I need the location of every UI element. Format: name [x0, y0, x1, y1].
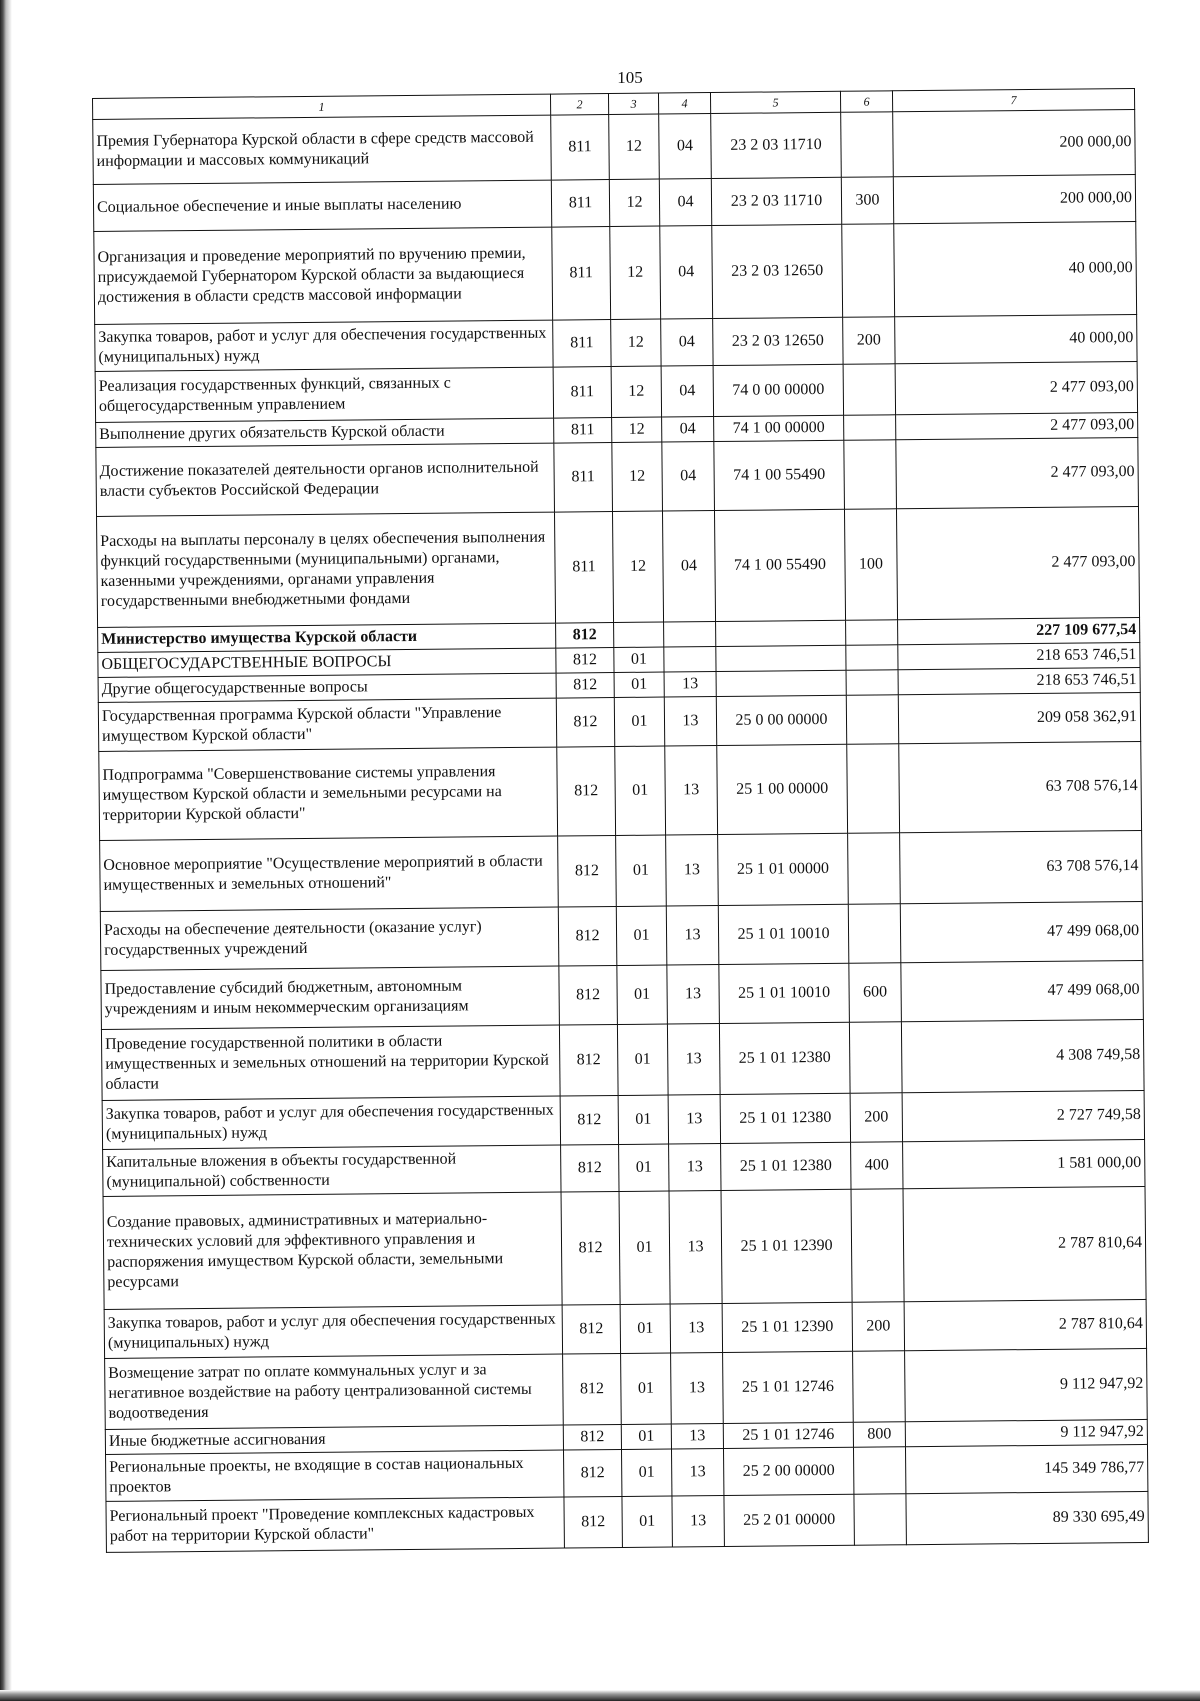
row-col-2: 812: [556, 623, 614, 649]
row-col-3: 12: [610, 226, 661, 319]
row-col-5: 23 2 03 11710: [711, 112, 842, 178]
row-col-5: 25 1 01 12380: [719, 1022, 850, 1094]
budget-table: [92, 88, 1149, 1553]
row-name: Достижение показателей деятельности органов исполнительной власти субъектов Российской Федерации: [96, 443, 555, 516]
column-header-4: 4: [658, 93, 710, 114]
row-col-3: 12: [609, 114, 660, 179]
row-amount: 1 581 000,00: [903, 1139, 1145, 1188]
table-row: [97, 506, 1140, 627]
table-row: [94, 221, 1137, 324]
row-col-4: 04: [661, 366, 713, 417]
row-col-6: 200: [843, 317, 895, 364]
row-name: Региональный проект "Проведение комплексных кадастровых работ на территории Курской области": [106, 1497, 564, 1552]
row-name: Министерство имущества Курской области: [98, 623, 556, 652]
table-row: [105, 1348, 1148, 1429]
row-col-2: 812: [560, 1095, 618, 1145]
table-row: [101, 960, 1144, 1029]
row-col-2: 811: [554, 418, 612, 444]
row-col-4: 13: [664, 697, 716, 746]
row-col-3: 01: [621, 1353, 672, 1424]
row-col-4: 13: [665, 746, 718, 835]
row-col-3: 01: [616, 906, 667, 965]
row-amount: 9 112 947,92: [905, 1348, 1148, 1421]
row-col-3: 01: [617, 965, 668, 1024]
row-col-6: [848, 904, 901, 963]
row-col-5: 74 1 00 55490: [714, 509, 845, 621]
row-col-5: [716, 620, 846, 646]
row-col-6: [853, 1447, 905, 1494]
row-col-3: 01: [621, 1449, 671, 1496]
row-col-3: 01: [619, 1191, 670, 1304]
row-name: Проведение государственной политики в области имущественных и земельных отношений на территории Курской области: [101, 1025, 560, 1100]
row-col-2: 812: [559, 966, 618, 1026]
row-name: Премия Губернатора Курской области в сфере средств массовой информации и массовых коммуникаций: [93, 115, 552, 184]
row-col-5: 25 1 01 12380: [720, 1093, 850, 1143]
row-col-3: 12: [611, 319, 661, 366]
row-col-4: 04: [662, 442, 715, 511]
row-amount: 9 112 947,92: [905, 1419, 1147, 1446]
row-col-3: 12: [612, 511, 663, 622]
row-col-2: 811: [551, 180, 609, 228]
row-name: Иные бюджетные ассигнования: [105, 1425, 563, 1454]
row-col-4: 13: [667, 965, 720, 1024]
row-col-4: 04: [661, 319, 713, 366]
row-col-6: [848, 833, 901, 904]
row-col-4: [664, 622, 716, 647]
row-col-6: [854, 1494, 906, 1545]
row-col-4: 04: [659, 114, 712, 179]
column-header-5: 5: [710, 91, 840, 113]
row-col-3: 12: [612, 417, 662, 442]
row-col-5: 25 1 01 12390: [722, 1302, 852, 1352]
row-col-5: 74 1 00 55490: [714, 440, 845, 510]
row-col-2: 811: [553, 320, 611, 368]
row-col-4: 13: [666, 835, 719, 906]
row-col-3: 01: [618, 1095, 668, 1144]
row-name: Региональные проекты, не входящие в состав национальных проектов: [106, 1450, 564, 1501]
row-amount: 89 330 695,49: [906, 1491, 1148, 1544]
row-name: Предоставление субсидий бюджетным, автономным учреждениям и иным некоммерческим организациям: [101, 966, 560, 1029]
row-col-6: 200: [852, 1302, 904, 1351]
row-col-2: 811: [553, 367, 611, 419]
scan-edge-left: [0, 0, 12, 1701]
column-header-1: 1: [93, 94, 551, 119]
row-col-5: 25 1 01 12746: [723, 1351, 854, 1423]
row-col-4: 13: [664, 672, 716, 697]
row-col-4: 04: [662, 417, 714, 442]
row-name: Государственная программа Курской области "Управление имуществом Курской области": [98, 698, 556, 751]
row-col-4: 13: [672, 1495, 724, 1546]
row-name: ОБЩЕГОСУДАРСТВЕННЫЕ ВОПРОСЫ: [98, 648, 556, 677]
row-amount: 40 000,00: [894, 221, 1137, 316]
row-name: Реализация государственных функций, связанных с общегосударственным управлением: [95, 367, 553, 422]
row-col-5: 25 2 01 00000: [724, 1494, 854, 1546]
row-col-6: [844, 415, 896, 440]
row-col-4: 13: [671, 1449, 723, 1496]
row-name: Другие общегосударственные вопросы: [98, 673, 556, 702]
row-amount: 227 109 677,54: [898, 617, 1140, 644]
row-col-2: 811: [551, 115, 610, 181]
row-col-3: 01: [615, 746, 666, 835]
row-col-5: 23 2 03 12650: [713, 317, 843, 365]
row-name: Закупка товаров, работ и услуг для обеспечения государственных (муниципальных) нужд: [102, 1096, 560, 1149]
row-col-4: 13: [667, 1024, 720, 1095]
row-col-2: 812: [564, 1496, 622, 1548]
row-col-6: 100: [844, 509, 897, 620]
row-amount: 2 477 093,00: [896, 412, 1138, 439]
row-amount: 200 000,00: [893, 174, 1135, 223]
table-row: [100, 830, 1143, 911]
row-col-3: 01: [622, 1496, 672, 1547]
row-col-6: [846, 620, 898, 645]
row-col-5: [716, 670, 846, 696]
budget-table-body: [93, 88, 1149, 1552]
row-col-3: 01: [617, 1024, 668, 1095]
row-amount: 218 653 746,51: [898, 667, 1140, 694]
row-amount: 40 000,00: [895, 314, 1137, 363]
row-col-5: 25 1 00 00000: [717, 744, 848, 834]
row-col-3: 01: [614, 672, 664, 697]
row-col-6: [847, 744, 900, 833]
row-col-6: [841, 112, 894, 177]
row-col-4: 04: [660, 226, 713, 319]
column-header-7: 7: [892, 88, 1134, 111]
row-amount: 2 787 810,64: [903, 1186, 1146, 1301]
row-name: Социальное обеспечение и иные выплаты населению: [93, 180, 551, 231]
row-col-2: 812: [562, 1304, 620, 1354]
row-name: Расходы на выплаты персоналу в целях обеспечения выполнения функций государственными (муниципальными) органами, казенными учреждениями, органами управления государственными внебюджетными фондами: [97, 512, 556, 627]
row-amount: 200 000,00: [893, 109, 1136, 176]
row-col-2: 811: [554, 443, 613, 513]
row-col-6: [849, 1022, 902, 1093]
row-col-3: 01: [614, 697, 664, 746]
row-col-4: [664, 647, 716, 672]
row-col-2: 811: [554, 512, 613, 624]
row-col-6: 600: [849, 963, 902, 1022]
row-col-6: [844, 440, 897, 509]
row-col-5: 25 1 01 12380: [721, 1142, 851, 1190]
row-col-6: [842, 224, 895, 317]
row-col-5: 23 2 03 12650: [712, 224, 843, 318]
row-col-4: 13: [668, 1095, 720, 1144]
row-col-2: 812: [561, 1191, 620, 1305]
row-col-2: 812: [556, 673, 614, 699]
row-col-2: 812: [563, 1424, 621, 1450]
row-col-3: 01: [619, 1144, 669, 1191]
page-number: 105: [617, 68, 643, 87]
row-name: Расходы на обеспечение деятельности (оказание услуг) государственных учреждений: [100, 907, 559, 970]
row-col-2: 812: [561, 1144, 619, 1192]
row-amount: 47 499 068,00: [900, 901, 1143, 962]
row-col-3: 01: [614, 647, 664, 672]
row-col-6: [851, 1189, 904, 1302]
row-col-4: 04: [662, 511, 715, 622]
row-col-4: 13: [669, 1191, 722, 1304]
row-amount: 145 349 786,77: [905, 1444, 1147, 1493]
row-col-6: [853, 1351, 906, 1422]
row-col-5: 74 1 00 00000: [714, 415, 844, 441]
row-col-5: [716, 645, 846, 671]
row-col-2: 812: [556, 698, 614, 748]
row-name: Возмещение затрат по оплате коммунальных услуг и за негативное воздействие на работу централизованной системы водоотведения: [105, 1354, 564, 1429]
row-name: Капитальные вложения в объекты государственной (муниципальной) собственности: [103, 1145, 561, 1196]
column-header-6: 6: [840, 91, 892, 112]
row-col-5: 25 1 01 10010: [718, 904, 849, 964]
row-col-4: 13: [666, 906, 719, 965]
row-col-2: 812: [557, 747, 616, 837]
row-col-4: 13: [671, 1353, 724, 1424]
row-col-3: 01: [621, 1424, 671, 1449]
row-col-6: [843, 364, 895, 415]
table-row: [100, 901, 1143, 970]
row-name: Закупка товаров, работ и услуг для обеспечения государственных (муниципальных) нужд: [95, 320, 553, 371]
column-header-2: 2: [550, 94, 608, 116]
row-col-4: 04: [659, 179, 711, 226]
row-col-4: 13: [669, 1144, 721, 1191]
row-col-5: 25 1 01 12746: [723, 1422, 853, 1448]
row-col-6: 400: [851, 1142, 903, 1189]
row-col-4: 13: [671, 1424, 723, 1449]
scan-edge-bottom: [0, 1690, 1200, 1701]
column-header-3: 3: [608, 93, 658, 114]
row-col-3: 01: [616, 835, 667, 906]
row-col-2: 812: [563, 1353, 622, 1425]
row-amount: 2 787 810,64: [904, 1299, 1146, 1350]
row-amount: 209 058 362,91: [898, 692, 1140, 743]
row-col-2: 812: [556, 648, 614, 674]
row-col-2: 811: [552, 227, 611, 321]
row-amount: 2 477 093,00: [895, 361, 1137, 414]
row-amount: 47 499 068,00: [901, 960, 1144, 1021]
row-col-3: 01: [620, 1304, 670, 1353]
row-amount: 63 708 576,14: [900, 830, 1143, 903]
row-name: Закупка товаров, работ и услуг для обеспечения государственных (муниципальных) нужд: [104, 1305, 562, 1358]
row-col-3: 12: [609, 179, 659, 226]
row-col-5: 25 1 01 12390: [721, 1189, 852, 1303]
row-col-6: [846, 645, 898, 670]
table-row: [106, 1491, 1148, 1552]
row-name: Выполнение других обязательств Курской области: [96, 418, 554, 447]
row-col-3: [614, 622, 664, 647]
row-amount: 2 727 749,58: [902, 1090, 1144, 1141]
row-col-5: 25 1 01 10010: [719, 963, 850, 1023]
row-col-5: 25 2 00 00000: [723, 1447, 853, 1495]
row-name: Подпрограмма "Совершенствование системы управления имуществом Курской области и земельными ресурсами на территории Курской области": [99, 747, 558, 840]
table-row: [93, 109, 1136, 184]
row-col-2: 812: [558, 836, 617, 908]
table-row: [101, 1019, 1144, 1100]
row-col-2: 812: [564, 1449, 622, 1497]
table-row: [96, 437, 1139, 516]
row-amount: 2 477 093,00: [896, 506, 1139, 619]
row-col-2: 812: [558, 907, 617, 967]
table-row: [99, 741, 1142, 840]
row-col-3: 12: [612, 442, 663, 511]
row-amount: 2 477 093,00: [896, 437, 1139, 508]
row-name: Основное мероприятие "Осуществление мероприятий в области имущественных и земельных отношений": [100, 836, 559, 911]
row-col-5: 23 2 03 11710: [711, 177, 841, 225]
row-col-6: [846, 670, 898, 695]
row-name: Создание правовых, административных и материально-технических условий для эффективного управления и распоряжения имуществом Курской области, земельными ресурсами: [103, 1192, 562, 1309]
row-amount: 218 653 746,51: [898, 642, 1140, 669]
row-amount: 4 308 749,58: [901, 1019, 1144, 1092]
row-col-6: 200: [850, 1093, 902, 1142]
row-col-4: 13: [670, 1304, 722, 1353]
row-col-6: 800: [853, 1422, 905, 1447]
row-col-5: 25 1 01 00000: [718, 833, 849, 905]
row-col-6: [846, 695, 898, 744]
row-col-2: 812: [559, 1024, 618, 1096]
row-amount: 63 708 576,14: [899, 741, 1142, 832]
row-col-6: 300: [841, 177, 893, 224]
table-row: [103, 1186, 1146, 1309]
row-col-5: 25 0 00 00000: [716, 695, 846, 745]
row-name: Организация и проведение мероприятий по вручению премии, присуждаемой Губернатором Курской области за выдающиеся достижения в области средств массовой информации: [94, 227, 553, 324]
row-col-5: 74 0 00 00000: [713, 364, 843, 416]
row-col-3: 12: [611, 366, 661, 417]
